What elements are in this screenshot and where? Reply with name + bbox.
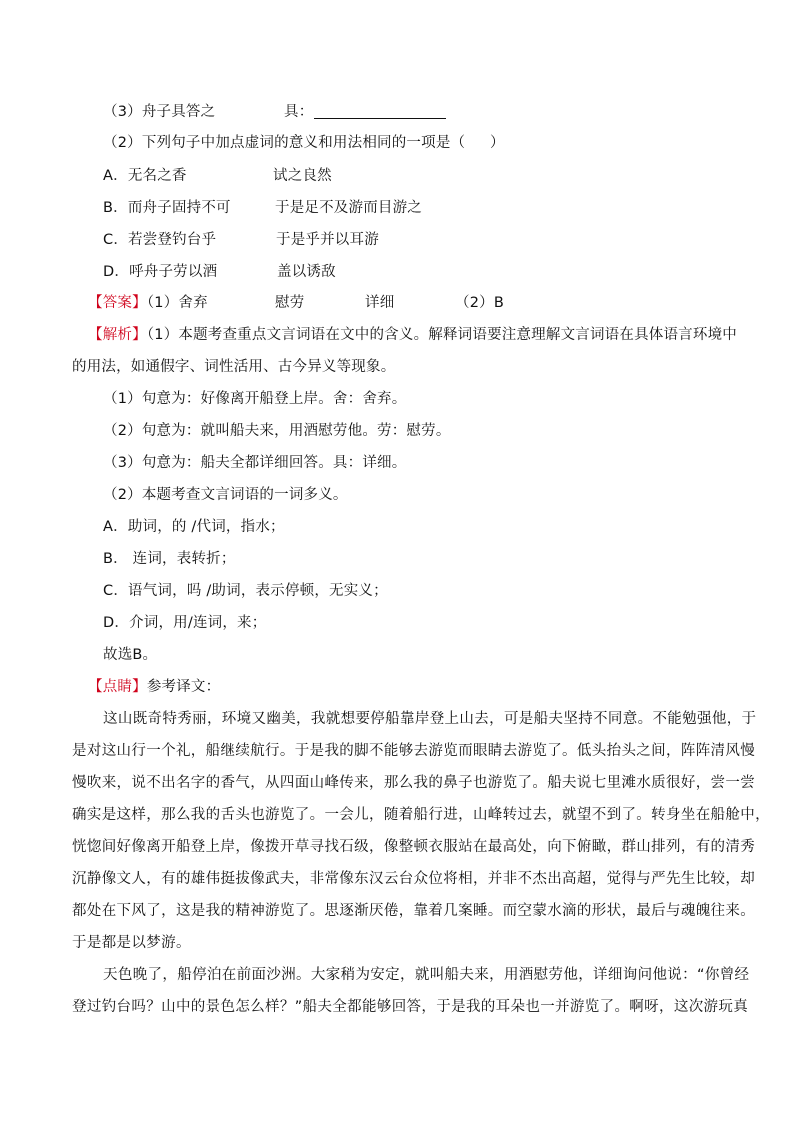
q-row-3 xyxy=(103,102,215,122)
analysis-item: （1）句意为：好像离开船登上岸。舍：舍弃。 xyxy=(103,391,407,407)
translation-line: 确实是这样，那么我的舌头也游览了。一会儿，随着船行进，山峰转过去，就望不到了。转身坐在船舱中， xyxy=(72,807,770,823)
question-2-close: ） xyxy=(490,135,505,151)
q-row-3-label: 具： xyxy=(284,104,314,120)
answer-tag: 【答案】 xyxy=(88,295,147,311)
option-b: B．而舟子固持不可 xyxy=(103,200,231,216)
option-a: A．无名之香 xyxy=(103,168,187,184)
translation-line: 沉静像文人，有的雄伟挺拔像武夫，非常像东汉云台众位将相，并非不杰出高超，觉得与严先生比较，却 xyxy=(72,871,756,887)
analysis-line-2: 的用法，如通假字、词性活用、古今异义等现象。 xyxy=(72,359,396,375)
option-c-right: 于是乎并以耳游 xyxy=(276,232,379,248)
answer-section: 【答案】（1）舍弃 xyxy=(88,295,208,311)
dianjing-section: 【点睛】参考译文： xyxy=(88,679,221,695)
translation-line: 登过钓台吗？山中的景色怎么样？”船夫全都能够回答，于是我的耳朵也一并游览了。啊呀，这次游玩真 xyxy=(72,999,749,1015)
analysis-item: 故选B。 xyxy=(103,647,158,663)
option-c: C．若尝登钓台乎 xyxy=(103,232,217,248)
q-row-3-text: （3）舟子具答之 xyxy=(103,104,216,120)
option-d-right: 盖以诱敌 xyxy=(277,264,336,280)
translation-line: 于是都是以梦游。 xyxy=(72,935,191,951)
question-2: （2）下列句子中加点虚词的意义和用法相同的一项是（ xyxy=(103,135,466,151)
answer-part-4: （2）B xyxy=(455,295,504,311)
translation-line: 都处在下风了，这是我的精神游览了。思逐渐厌倦，靠着几案睡。而空蒙水滴的形状，最后与魂魄往来。 xyxy=(72,903,756,919)
translation-line: 天色晚了，船停泊在前面沙洲。大家稍为安定，就叫船夫来，用酒慰劳他，详细询问他说：“你曾经 xyxy=(103,967,750,983)
analysis-item: （3）句意为：船夫全都详细回答。具：详细。 xyxy=(103,455,407,471)
analysis-tag: 【解析】 xyxy=(88,327,147,343)
dianjing-tag: 【点睛】 xyxy=(88,679,147,695)
translation-line: 恍惚间好像离开船登上岸，像拨开草寻找石级，像整顿衣服站在最高处，向下俯瞰，群山排列，有的清秀 xyxy=(72,839,756,855)
translation-line: 这山既奇特秀丽，环境又幽美，我就想要停船靠岸登上山去，可是船夫坚持不同意。不能勉强他，于 xyxy=(103,711,757,727)
analysis-item: （2）句意为：就叫船夫来，用酒慰劳他。劳：慰劳。 xyxy=(103,423,451,439)
answer-part-3: 详细 xyxy=(365,295,395,311)
analysis-section: 【解析】（1）本题考查重点文言词语在文中的含义。解释词语要注意理解文言词语在具体语言环境中 xyxy=(88,327,737,343)
analysis-item: C．语气词，吗 /助词，表示停顿，无实义； xyxy=(103,583,388,599)
answer-blank xyxy=(314,102,446,119)
analysis-item: B． 连词，表转折； xyxy=(103,551,236,567)
analysis-item: A．助词，的 /代词，指水； xyxy=(103,519,285,535)
answer-part-2: 慰劳 xyxy=(275,295,305,311)
analysis-item: D．介词，用/连词，来； xyxy=(103,615,267,631)
option-d: D．呼舟子劳以酒 xyxy=(103,264,218,280)
translation-line: 是对这山行一个礼，船继续航行。于是我的脚不能够去游览而眼睛去游览了。低头抬头之间，阵阵清风慢 xyxy=(72,743,756,759)
option-a-right: 试之良然 xyxy=(273,168,332,184)
option-b-right: 于是足不及游而目游之 xyxy=(275,200,422,216)
translation-line: 慢吹来，说不出名字的香气，从四面山峰传来，那么我的鼻子也游览了。船夫说七里滩水质很好，尝一尝 xyxy=(72,775,756,791)
analysis-item: （2）本题考查文言词语的一词多义。 xyxy=(103,487,348,503)
